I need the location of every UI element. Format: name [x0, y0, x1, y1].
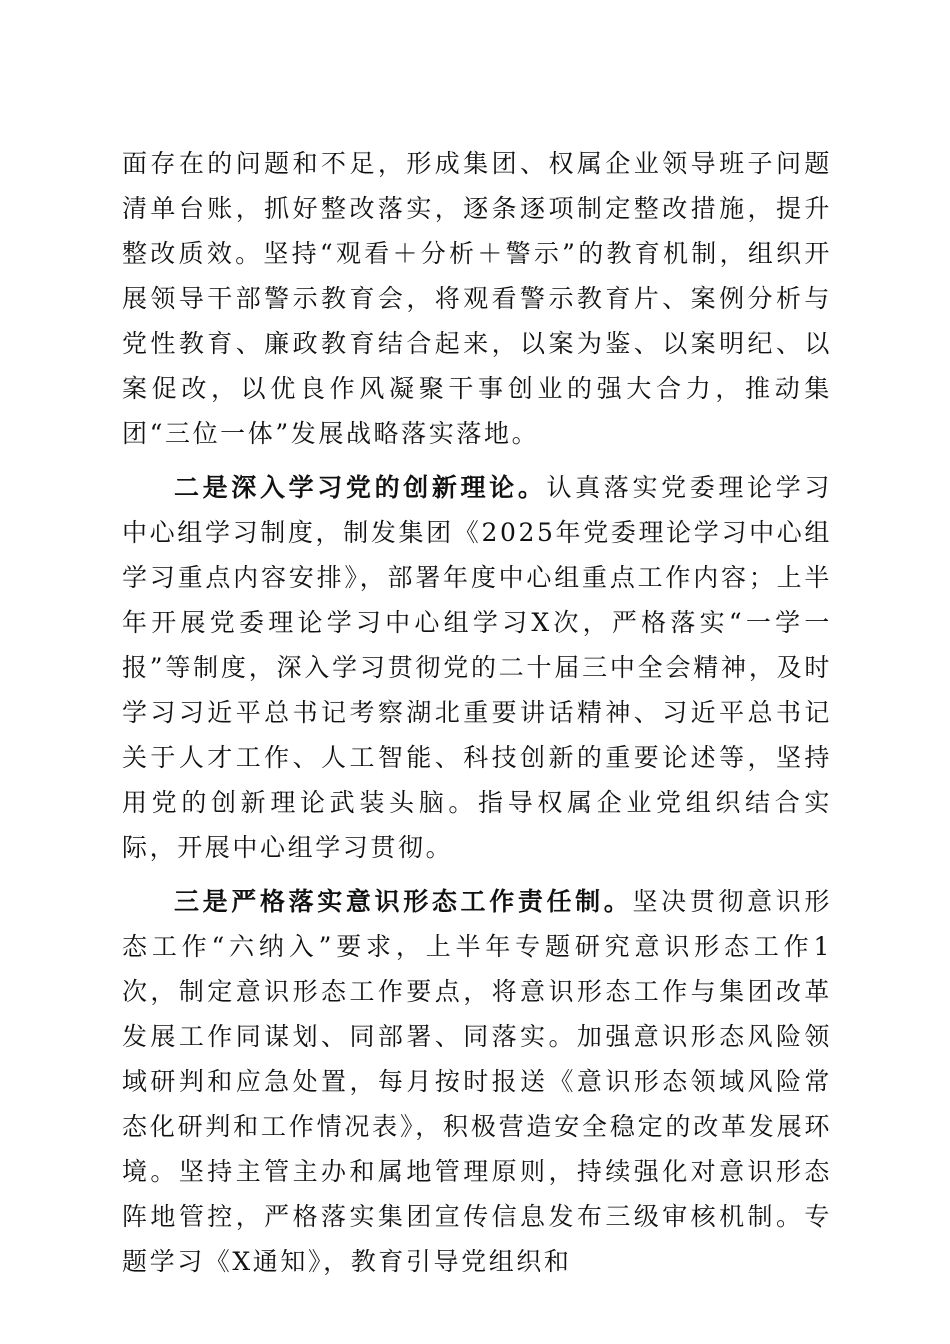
paragraph-text: 认真落实党委理论学习中心组学习制度，制发集团《2025年党委理论学习中心组学习重点内容安排》，部署年度中心组重点工作内容；上半年开展党委理论学习中心组学习X次，严格落实“一学一报”等制度，深入学习贯彻党的二十届三中全会精神，及时学习习近平总书记考察湖北重要讲话精神、习近平总书记关于人才工作、人工智能、科技创新的重要论述等，坚持用党的创新理论武装头脑。指导权属企业党组织结合实际，开展中心组学习贯彻。 [122, 473, 832, 862]
paragraph-continued [122, 141, 832, 456]
paragraph-text: 坚决贯彻意识形态工作“六纳入”要求，上半年专题研究意识形态工作1次，制定意识形态工作要点，将意识形态工作与集团改革发展工作同谋划、同部署、同落实。加强意识形态风险领域研判和应急处置，每月按时报送《意识形态领域风险常态化研判和工作情况表》，积极营造安全稳定的改革发展环境。坚持主管主办和属地管理原则，持续强化对意识形态阵地管控，严格落实集团宣传信息发布三级审核机制。专题学习《X通知》，教育引导党组织和 [122, 887, 832, 1276]
document-body [122, 141, 832, 1293]
paragraph-ideology-responsibility [122, 879, 832, 1284]
paragraph-lead: 三是严格落实意识形态工作责任制。 [174, 887, 633, 916]
paragraph-lead: 二是深入学习党的创新理论。 [174, 473, 547, 502]
paragraph-text: 面存在的问题和不足，形成集团、权属企业领导班子问题清单台账，抓好整改落实，逐条逐项制定整改措施，提升整改质效。坚持“观看＋分析＋警示”的教育机制，组织开展领导干部警示教育会，将观看警示教育片、案例分析与党性教育、廉政教育结合起来，以案为鉴、以案明纪、以案促改，以优良作风凝聚干事创业的强大合力，推动集团“三位一体”发展战略落实落地。 [122, 149, 832, 448]
paragraph-study-theory [122, 465, 832, 870]
